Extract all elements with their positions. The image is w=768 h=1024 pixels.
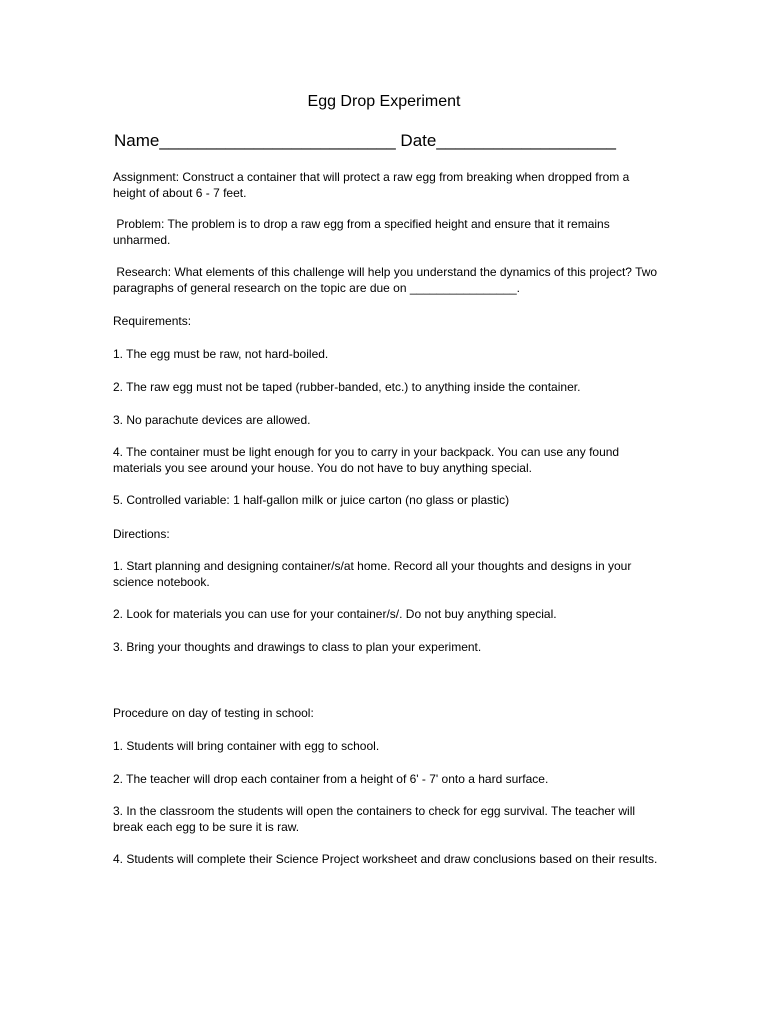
procedure-item: 3. In the classroom the students will open the containers to check for egg survival. The teacher will break each egg to be sure it is raw. xyxy=(113,804,639,834)
name-date-line: Name_________________________ Date___________________ xyxy=(114,131,616,150)
direction-item: 1. Start planning and designing container/s/at home. Record all your thoughts and designs in your science notebook. xyxy=(113,559,635,589)
requirement-item: 4. The container must be light enough for you to carry in your backpack. You can use any found materials you see around your house. You do not have to buy anything special. xyxy=(113,445,623,475)
procedure-item: 1. Students will bring container with egg to school. xyxy=(113,739,380,753)
page-title: Egg Drop Experiment xyxy=(307,93,461,110)
research-paragraph: Research: What elements of this challenge will help you understand the dynamics of this project? Two paragraphs of general research on the topic are due on ________________. xyxy=(113,265,661,295)
requirement-item: 2. The raw egg must not be taped (rubber-banded, etc.) to anything inside the container. xyxy=(113,380,581,394)
direction-item: 3. Bring your thoughts and drawings to class to plan your experiment. xyxy=(113,640,482,654)
procedure-item: 4. Students will complete their Science Project worksheet and draw conclusions based on their results. xyxy=(113,852,658,866)
requirements-heading: Requirements: xyxy=(113,314,192,328)
problem-paragraph: Problem: The problem is to drop a raw egg from a specified height and ensure that it remains unharmed. xyxy=(113,217,614,247)
procedure-heading: Procedure on day of testing in school: xyxy=(113,706,314,720)
requirement-item: 3. No parachute devices are allowed. xyxy=(113,413,311,427)
direction-item: 2. Look for materials you can use for your container/s/. Do not buy anything special. xyxy=(113,607,557,621)
requirement-item: 1. The egg must be raw, not hard-boiled. xyxy=(113,347,329,361)
assignment-paragraph: Assignment: Construct a container that will protect a raw egg from breaking when dropped from a height of about 6 - 7 feet. xyxy=(113,170,633,200)
requirement-item: 5. Controlled variable: 1 half-gallon milk or juice carton (no glass or plastic) xyxy=(113,493,510,507)
procedure-item: 2. The teacher will drop each container from a height of 6' - 7' onto a hard surface. xyxy=(113,772,549,786)
directions-heading: Directions: xyxy=(113,527,170,541)
